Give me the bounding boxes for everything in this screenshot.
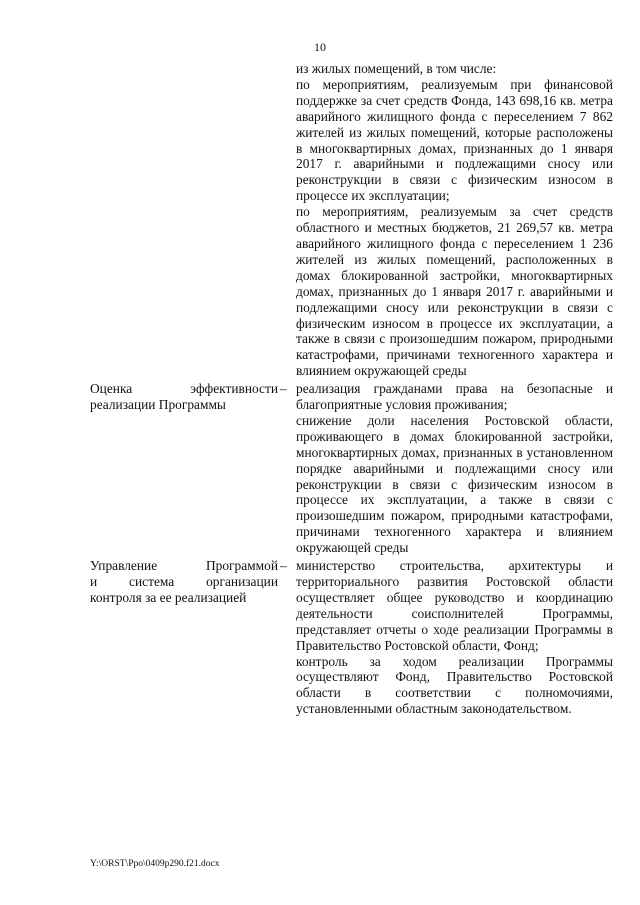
label-line: Управление Программой (90, 558, 278, 574)
value-paragraph: из жилых помещений, в том числе: (296, 61, 497, 76)
row-target-indicators (0, 61, 640, 379)
value-paragraph: контроль за ходом реализации Программы осуществляют Фонд, Правительство Ростовской области в соответствии с полномочиями, установленными областным законодательством. (296, 653, 613, 717)
row-program-management (0, 558, 640, 717)
page-number: 10 (314, 40, 326, 54)
label-line: и система организации (90, 574, 278, 589)
value-paragraph: реализация гражданами права на безопасные и благоприятные условия проживания; (296, 381, 613, 413)
value-paragraph: по мероприятиям, реализуемым за счет средств областного и местных бюджетов, 21 269,57 кв. метра аварийного жилищного фонда с переселением 1 236 жителей из жилых помещений, расположенных в домах блокированной застройки, многоквартирных домах, признанных до 1 января 2017 г. аварийными и подлежащими сносу или реконструкции в связи с физическим износом в процессе их эксплуатации, а также в связи с произошедшим пожаром, природными катастрофами, причинами техногенного характера и влиянием окружающей среды (296, 204, 613, 379)
value-paragraph: снижение доли населения Ростовской области, проживающего в домах блокированной застройки, многоквартирных домах, признанных в установленном порядке аварийными и подлежащими сносу или реконструкции в связи с физическим износом в процессе их эксплуатации, а также в связи с произошедшим пожаром, природными катастрофами, причинами техногенного характера и влиянием окружающей среды (296, 412, 613, 556)
file-path-footer: Y:\ORST\Ppo\0409p290.f21.docx (90, 859, 220, 869)
value-paragraph: министерство строительства, архитектуры и территориального развития Ростовской области осуществляет общее руководство и координацию деятельности соисполнителей Программы, представляет отчеты о ходе реализации Программы в Правительство Ростовской области, Фонд; (296, 558, 613, 653)
row-label (90, 381, 278, 413)
dash-separator: – (280, 558, 287, 574)
row-value (296, 61, 613, 379)
label-line: реализации Программы (90, 397, 226, 413)
label-line: Оценка эффективности (90, 381, 278, 397)
row-efficiency-evaluation (0, 381, 640, 556)
passport-table (0, 61, 640, 717)
label-line: контроля за ее реализацией (90, 589, 247, 605)
row-label (90, 558, 278, 606)
row-value (296, 381, 613, 556)
value-paragraph: по мероприятиям, реализуемым при финансовой поддержке за счет средств Фонда, 143 698,16 кв. метра аварийного жилищного фонда с переселением 7 862 жителей из жилых помещений, которые расположены в многоквартирных домах, признанных до 1 января 2017 г. аварийными и подлежащими сносу или реконструкции в связи с физическим износом в процессе их эксплуатации; (296, 76, 613, 204)
row-value (296, 558, 613, 717)
dash-separator: – (280, 381, 287, 397)
